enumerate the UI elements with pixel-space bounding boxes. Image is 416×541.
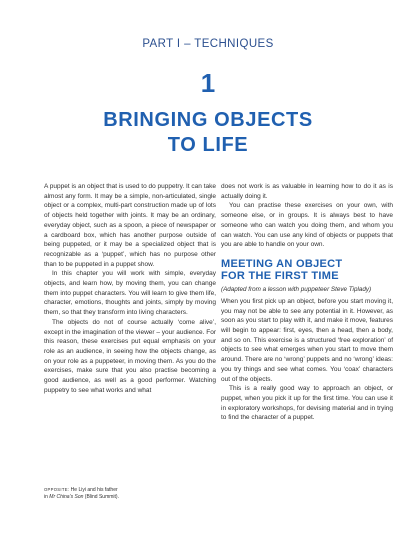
- body-paragraph-7: This is a really good way to approach an object, or puppet, when you pick it up for the first time. You can use it in exploratory workshops, for devising material and in trying to find the character of a puppet.: [221, 385, 393, 422]
- caption-text: He Liyi and his father: [70, 487, 118, 493]
- body-paragraph-1: A puppet is an object that is used to do puppetry. It can take almost any form. It may be a simple, non-articulated, single object or a complex, multi-part construction made up of lots of objects held together with joints. It may be an ordinary, everyday object, such as a spoon, a piece of newspaper or a cardboard box, which has another purpose outside of being puppeted, or it may be a specialized object that is recognizable as a ‘puppet’, which has no purpose other than to be puppeted in a puppet show.: [44, 183, 216, 268]
- caption-prefix: in: [44, 494, 48, 500]
- left-column: [44, 182, 216, 395]
- chapter-number: 1: [200, 68, 216, 98]
- section-heading: [221, 258, 393, 283]
- body-paragraph-4: does not work is as valuable in learning how to do it as is actually doing it.: [221, 183, 393, 200]
- caption-suffix: (Blind Summit).: [84, 494, 119, 500]
- chapter-title: [0, 108, 416, 158]
- section-heading-line-1: MEETING AN OBJECT: [221, 257, 343, 270]
- section-heading-line-2: FOR THE FIRST TIME: [221, 270, 339, 283]
- body-paragraph-2: In this chapter you will work with simple, everyday objects, and learn how, by moving them, you can change them into puppet characters. You will learn to give them life, character, emotions, thoughts and joints, simply by moving them, so that they transform into living characters.: [44, 270, 216, 317]
- right-column: [221, 182, 393, 423]
- photo-caption: [44, 486, 216, 501]
- section-subnote: (Adapted from a lesson with puppeteer Steve Tiplady): [221, 285, 372, 293]
- caption-film-title: Mr China’s Son: [49, 494, 84, 500]
- body-paragraph-6: When you first pick up an object, before you start moving it, you may not be able to see any potential in it. However, as soon as you start to play with it, and make it move, features will begin to appear: first, eyes, then a head, then a body, and so on. This exercise is a structured ‘free exploration’ of objects to see what emerges when you start to move them around. There are no ‘wrong’ puppets and no ‘wrong’ ideas: you try things and see what comes. You ‘coax’ characters out of the objects.: [221, 297, 393, 383]
- caption-label: OPPOSITE:: [44, 487, 70, 492]
- chapter-title-line-2: TO LIFE: [167, 134, 249, 156]
- body-paragraph-3: The objects do not of course actually ‘come alive’, except in the imagination of the viewer – your audience. For this reason, these exercises put equal emphasis on your role as an audience, in seeing how the objects change, as on your role as a puppeteer, in moving them. As you do the exercises, make sure that you also practise becoming a good audience, as well as a good performer. Watching puppetry to see what works and what: [44, 318, 216, 394]
- body-paragraph-5: You can practise these exercises on your own, with someone else, or in groups. It is always best to have someone who can watch you doing them, and whom you can watch. You can use any kind of objects or puppets that you are able to handle on your own.: [221, 202, 393, 249]
- part-label: PART I – TECHNIQUES: [142, 38, 274, 50]
- chapter-title-line-1: BRINGING OBJECTS: [103, 109, 313, 131]
